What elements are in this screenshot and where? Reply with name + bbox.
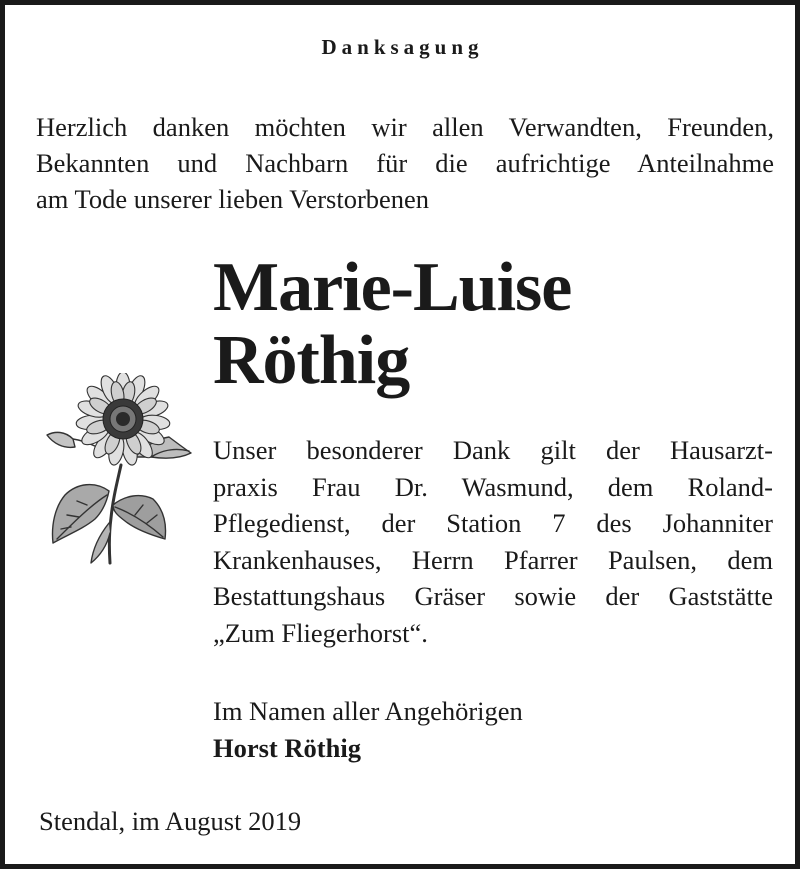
thanks-line: Bestattungshaus Gräser sowie der Gaststätte [213, 581, 773, 611]
deceased-name [213, 251, 571, 397]
thanks-line: praxis Frau Dr. Wasmund, dem Roland- [213, 471, 773, 502]
deceased-last-name: Röthig [213, 322, 410, 399]
signoff-signer: Horst Röthig [213, 732, 361, 763]
signoff-on-behalf: Im Namen aller Angehörigen [213, 696, 523, 726]
intro-line: Bekannten und Nachbarn für die aufrichtige Anteilnahme [36, 148, 774, 178]
thanks-line: Unser besonderer Dank gilt der Hausarzt- [213, 435, 773, 465]
intro-paragraph [36, 109, 774, 217]
thanks-line: Pflegedienst, der Station 7 des Johanniter [213, 508, 773, 538]
place-date: Stendal, im August 2019 [39, 806, 302, 836]
deceased-first-name: Marie-Luise [213, 249, 572, 326]
thanks-line: Krankenhauses, Herrn Pfarrer Paulsen, dem [213, 544, 773, 575]
notice-heading: Danksagung [321, 35, 484, 59]
sunflower-icon [43, 373, 195, 573]
intro-line: am Tode unserer lieben Verstorbenen [36, 184, 430, 214]
intro-line: Herzlich danken möchten wir allen Verwandten, Freunden, [36, 112, 774, 142]
signoff [213, 693, 523, 766]
thanks-line: „Zum Fliegerhorst“. [213, 617, 428, 648]
thanks-paragraph [213, 432, 773, 651]
